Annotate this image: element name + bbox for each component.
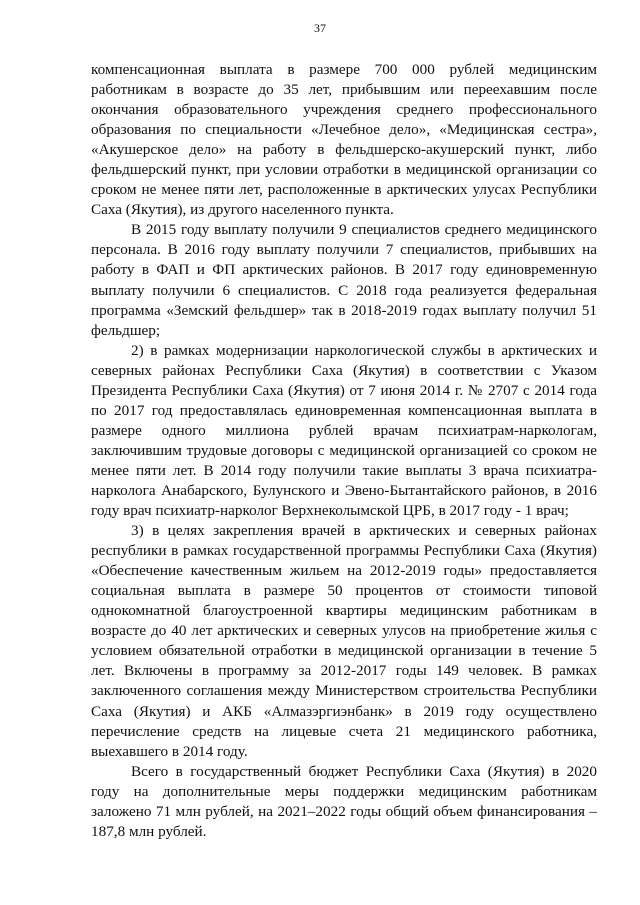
paragraph-compensation-payment: компенсационная выплата в размере 700 000 рублей медицинским работникам в возрасте до 35 лет, прибывшим или переехавшим после окончания образовательного учреждения среднего профессионального образования по специальности «Лечебное дело», «Медицинская сестра», «Акушерское дело» на работу в фельдшерско-акушерский пункт, либо фельдшерский пункт, при условии отработки в медицинской организации со сроком не менее пяти лет, расположенные в арктических улусах Республики Саха (Якутия), из другого населенного пункта. — [91, 61, 597, 219]
paragraph-budget-total: Всего в государственный бюджет Республики Саха (Якутия) в 2020 году на дополнительные меры поддержки медицинским работникам заложено 71 млн рублей, на 2021–2022 годы общий объем финансирования – 187,8 млн рублей. — [91, 762, 597, 840]
paragraph-housing-program: 3) в целях закрепления врачей в арктических и северных районах республики в рамках государственной программы Республики Саха (Якутия) «Обеспечение качественным жильем на 2012-2019 годы» предоставляется социальная выплата в размере 50 процентов от стоимости типовой однокомнатной благоустроенной квартиры медицинским работникам в возрасте до 40 лет арктических и северных улусов на приобретение жилья с условием обязательной отработки в медицинской организации в течение 5 лет. Включены в программу за 2012-2017 годы 149 человек. В рамках заключенного соглашения между Министерством строительства Республики Саха (Якутия) и АКБ «Алмазэргиэнбанк» в 2019 году осуществлено перечисление средств на лицевые счета 21 медицинского работника, выехавшего в 2014 году. — [91, 522, 597, 760]
page-number: 37 — [314, 21, 326, 35]
paragraph-narcology-service: 2) в рамках модернизации наркологической службы в арктических и северных районах Республики Саха (Якутия) в соответствии с Указом Президента Республики Саха (Якутия) от 7 июня 2014 г. № 2707 с 2014 года по 2017 год предоставлялась единовременная компенсационная выплата в размере одного миллиона рублей врачам психиатрам-наркологам, заключившим трудовые договоры с медицинской организацией со сроком не менее пяти лет. В 2014 году получили такие выплаты 3 врача психиатра-нарколога Анабарского, Булунского и Эвено-Бытантайского районов, в 2016 году врач психиатр-нарколог Верхнеколымской ЦРБ, в 2017 году - 1 врач; — [91, 341, 597, 520]
body-text — [91, 60, 597, 842]
paragraph-payment-recipients: В 2015 году выплату получили 9 специалистов среднего медицинского персонала. В 2016 году выплату получили 7 специалистов, прибывших на работу в ФАП и ФП арктических районов. В 2017 году единовременную выплату получили 6 специалистов. С 2018 года реализуется федеральная программа «Земский фельдшер» так в 2018-2019 годах выплату получил 51 фельдшер; — [91, 221, 597, 339]
